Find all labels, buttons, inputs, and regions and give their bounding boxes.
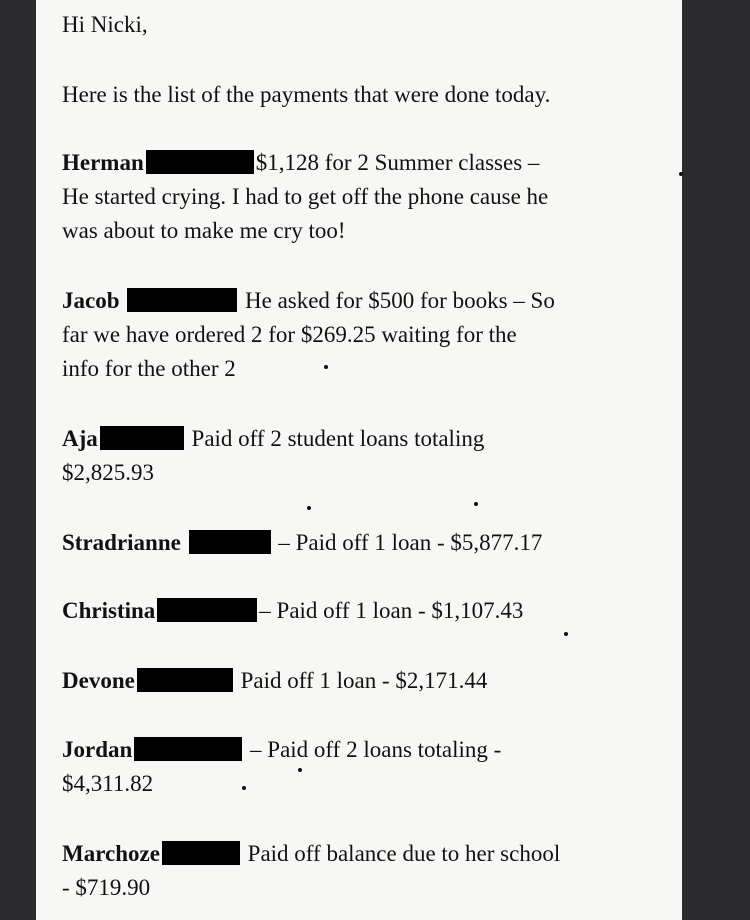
payee-name: Herman	[62, 150, 144, 175]
entry-line: – Paid off 1 loan - $5,877.17	[278, 530, 543, 555]
entry-line: – Paid off 1 loan - $1,107.43	[259, 598, 524, 623]
redaction-bar	[134, 737, 242, 761]
redaction-bar	[146, 150, 254, 174]
payee-name: Stradrianne	[62, 530, 181, 555]
speck-mark	[474, 502, 478, 506]
redaction-bar	[127, 288, 237, 312]
payment-entry-herman	[62, 146, 672, 248]
speck-mark	[679, 172, 683, 176]
payee-name: Christina	[62, 598, 156, 623]
entry-line: far we have ordered 2 for $269.25 waiting for the	[62, 322, 517, 347]
entry-line: $4,311.82	[62, 771, 154, 796]
speck-mark	[324, 365, 328, 369]
entry-line: Paid off 1 loan - $2,171.44	[240, 668, 488, 693]
payment-entry-jordan	[62, 733, 672, 801]
payment-entry-devone	[62, 664, 672, 698]
entry-line: - $719.90	[62, 875, 151, 900]
document-page	[36, 0, 682, 920]
payee-name: Jacob	[62, 288, 120, 313]
intro-line: Here is the list of the payments that were done today.	[62, 82, 551, 107]
speck-mark	[564, 632, 568, 636]
redaction-bar	[157, 598, 257, 622]
speck-mark	[307, 506, 311, 510]
payee-name: Marchoze	[62, 841, 160, 866]
payment-entry-marchoze	[62, 837, 672, 905]
greeting: Hi Nicki,	[62, 12, 148, 37]
redaction-bar	[189, 530, 271, 554]
entry-line: Paid off 2 student loans totaling	[191, 426, 485, 451]
payment-entry-christina	[62, 594, 672, 628]
entry-line: – Paid off 2 loans totaling -	[250, 737, 502, 762]
speck-mark	[298, 768, 302, 772]
payment-entry-stradrianne	[62, 526, 672, 560]
entry-line: info for the other 2	[62, 356, 236, 381]
entry-line: $1,128 for 2 Summer classes –	[255, 150, 540, 175]
entry-line: He started crying. I had to get off the phone cause he	[62, 184, 549, 209]
redaction-bar	[137, 668, 233, 692]
payee-name: Devone	[62, 668, 135, 693]
entry-line: He asked for $500 for books – So	[245, 288, 555, 313]
redaction-bar	[100, 426, 184, 450]
entry-line: was about to make me cry too!	[62, 218, 346, 243]
entry-line: $2,825.93	[62, 460, 154, 485]
speck-mark	[242, 786, 246, 790]
payment-entry-jacob	[62, 284, 672, 386]
entry-line: Paid off balance due to her school	[247, 841, 561, 866]
payment-entry-aja	[62, 422, 672, 490]
redaction-bar	[162, 841, 240, 865]
payee-name: Jordan	[62, 737, 133, 762]
payee-name: Aja	[62, 426, 98, 451]
